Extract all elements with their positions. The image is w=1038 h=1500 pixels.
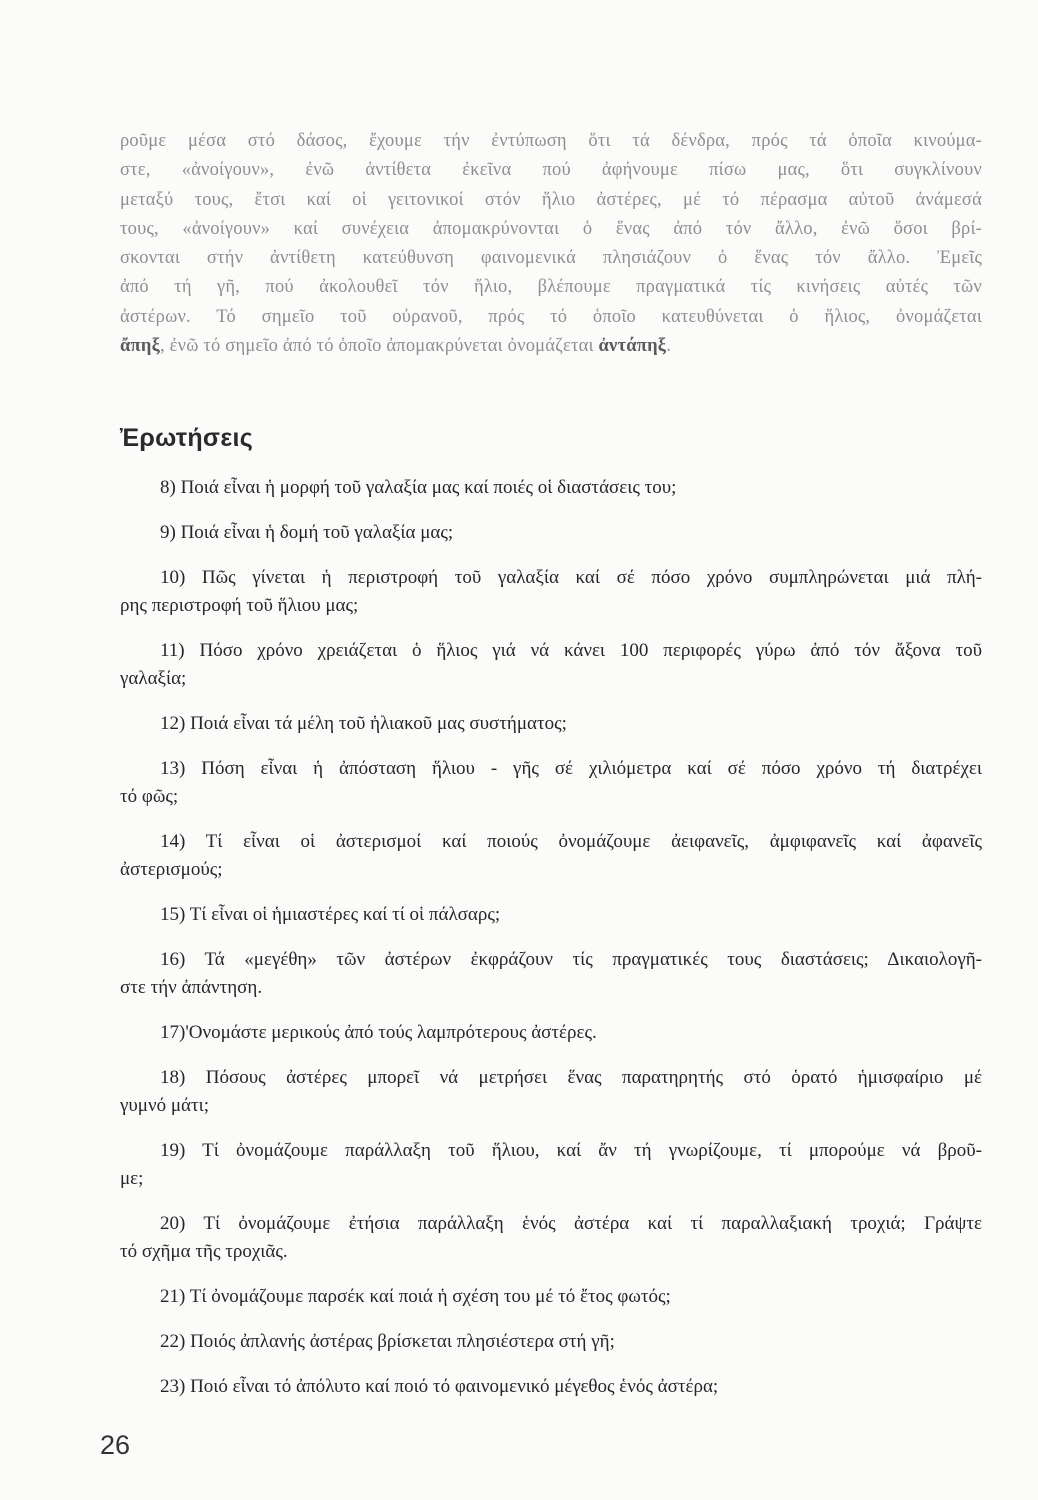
question-21 (120, 1283, 982, 1311)
question-line: 18) Πόσους ἀστέρες μπορεῖ νά μετρήσει ἕνας παρατηρητής στό ὁρατό ἡμισφαίριο μέ (160, 1067, 982, 1088)
question-line: 16) Τά «μεγέθη» τῶν ἀστέρων ἐκφράζουν τίς πραγματικές τους διαστάσεις; Δικαιολογῆ- (160, 949, 982, 970)
question-line: 19) Τί ὀνομάζουμε παράλλαξη τοῦ ἥλιου, καί ἄν τή γνωρίζουμε, τί μπορούμε νά βροῦ- (160, 1140, 982, 1161)
question-16 (120, 946, 982, 1002)
question-line: τό σχῆμα τῆς τροχιᾶς. (120, 1241, 288, 1262)
question-19 (120, 1137, 982, 1193)
intro-line: σκονται στήν ἀντίθετη κατεύθυνση φαινομενικά πλησιάζουν ὁ ἕνας τόν ἄλλο. Ἐμεῖς (120, 248, 982, 269)
question-8 (120, 474, 982, 502)
question-13 (120, 755, 982, 811)
question-line: 15) Τί εἶναι οἱ ἡμιαστέρες καί τί οἱ πάλσαρς; (160, 904, 501, 925)
question-line: 21) Τί ὀνομάζουμε παρσέκ καί ποιά ἡ σχέση του μέ τό ἔτος φωτός; (160, 1286, 671, 1307)
question-line: 9) Ποιά εἶναι ἡ δομή τοῦ γαλαξία μας; (160, 522, 454, 543)
question-18 (120, 1064, 982, 1120)
question-14 (120, 828, 982, 884)
question-10 (120, 564, 982, 620)
question-9 (120, 519, 982, 547)
intro-line: μεταξύ τους, ἔτσι καί οἱ γειτονικοί στόν ἥλιο ἀστέρες, μέ τό πέρασμα αὐτοῦ ἀνάμεσά (120, 189, 982, 210)
question-11 (120, 637, 982, 693)
question-line: γυμνό μάτι; (120, 1095, 209, 1116)
intro-line: ροῦμε μέσα στό δάσος, ἔχουμε τήν ἐντύπωση ὅτι τά δένδρα, πρός τά ὁποῖα κινούμα- (120, 131, 982, 151)
questions-list (120, 474, 982, 1418)
question-20 (120, 1210, 982, 1266)
intro-last-line (120, 332, 982, 361)
question-line: 12) Ποιά εἶναι τά μέλη τοῦ ἡλιακοῦ μας συστήματος; (160, 713, 567, 734)
question-line: 11) Πόσο χρόνο χρειάζεται ὁ ἥλιος γιά νά κάνει 100 περιφορές γύρω ἀπό τόν ἄξονα τοῦ (160, 640, 982, 661)
term-apex: ἄπηξ (120, 336, 161, 357)
question-line: ἀστερισμούς; (120, 859, 223, 880)
intro-line: τους, «ἀνοίγουν» καί συνέχεια ἀπομακρύνονται ὁ ἕνας ἀπό τόν ἄλλο, ἐνῶ ὅσοι βρί- (120, 218, 982, 239)
question-line: 22) Ποιός ἀπλανής ἀστέρας βρίσκεται πλησιέστερα στή γῆ; (160, 1331, 615, 1352)
questions-heading: Ἐρωτήσεις (120, 424, 254, 452)
intro-line: ἀπό τή γῆ, πού ἀκολουθεῖ τόν ἥλιο, βλέπουμε πραγματικά τίς κινήσεις αὐτές τῶν (120, 277, 982, 298)
page-number: 26 (100, 1430, 131, 1460)
intro-last-line-text: , ἐνῶ τό σημεῖο ἀπό τό ὁποῖο ἀπομακρύνεται ὀνομάζεται (160, 336, 599, 357)
question-22 (120, 1328, 982, 1356)
question-line: 20) Τί ὀνομάζουμε ἐτήσια παράλλαξη ἑνός ἀστέρα καί τί παραλλαξιακή τροχιά; Γράψτε (160, 1213, 982, 1234)
question-line: 8) Ποιά εἶναι ἡ μορφή τοῦ γαλαξία μας καί ποιές οἱ διαστάσεις του; (160, 477, 677, 498)
question-line: 14) Τί εἶναι οἱ ἀστερισμοί καί ποιούς ὀνομάζουμε ἀειφανεῖς, ἀμφιφανεῖς καί ἀφανεῖς (160, 831, 982, 852)
question-15 (120, 901, 982, 929)
question-line: ρης περιστροφή τοῦ ἥλιου μας; (120, 595, 359, 616)
question-17 (120, 1019, 982, 1047)
question-line: 17)'Ονομάστε μερικούς ἀπό τούς λαμπρότερους ἀστέρες. (160, 1022, 597, 1043)
question-line: γαλαξία; (120, 668, 187, 689)
term-antapex: ἀντάπηξ (598, 336, 667, 357)
question-12 (120, 710, 982, 738)
question-line: τό φῶς; (120, 786, 179, 807)
question-line: 13) Πόση εἶναι ἡ ἀπόσταση ἥλιου - γῆς σέ χιλιόμετρα καί σέ πόσο χρόνο τή διατρέχει (160, 758, 982, 779)
intro-line: στε, «ἀνοίγουν», ἐνῶ ἀντίθετα ἐκεῖνα πού ἀφήνουμε πίσω μας, ὅτι συγκλίνουν (120, 160, 982, 181)
question-line: με; (120, 1168, 144, 1189)
question-line: 23) Ποιό εἶναι τό ἀπόλυτο καί ποιό τό φαινομενικό μέγεθος ἑνός ἀστέρα; (160, 1376, 719, 1397)
intro-last-line-end: . (666, 336, 672, 357)
question-line: 10) Πῶς γίνεται ἡ περιστροφή τοῦ γαλαξία καί σέ πόσο χρόνο συμπληρώνεται μιά πλή- (160, 567, 982, 588)
question-line: στε τήν ἀπάντηση. (120, 977, 263, 998)
intro-line: ἀστέρων. Τό σημεῖο τοῦ οὐρανοῦ, πρός τό ὁποῖο κατευθύνεται ὁ ἥλιος, ὀνομάζεται (120, 306, 982, 327)
question-23 (120, 1373, 982, 1401)
intro-paragraph (120, 127, 982, 361)
